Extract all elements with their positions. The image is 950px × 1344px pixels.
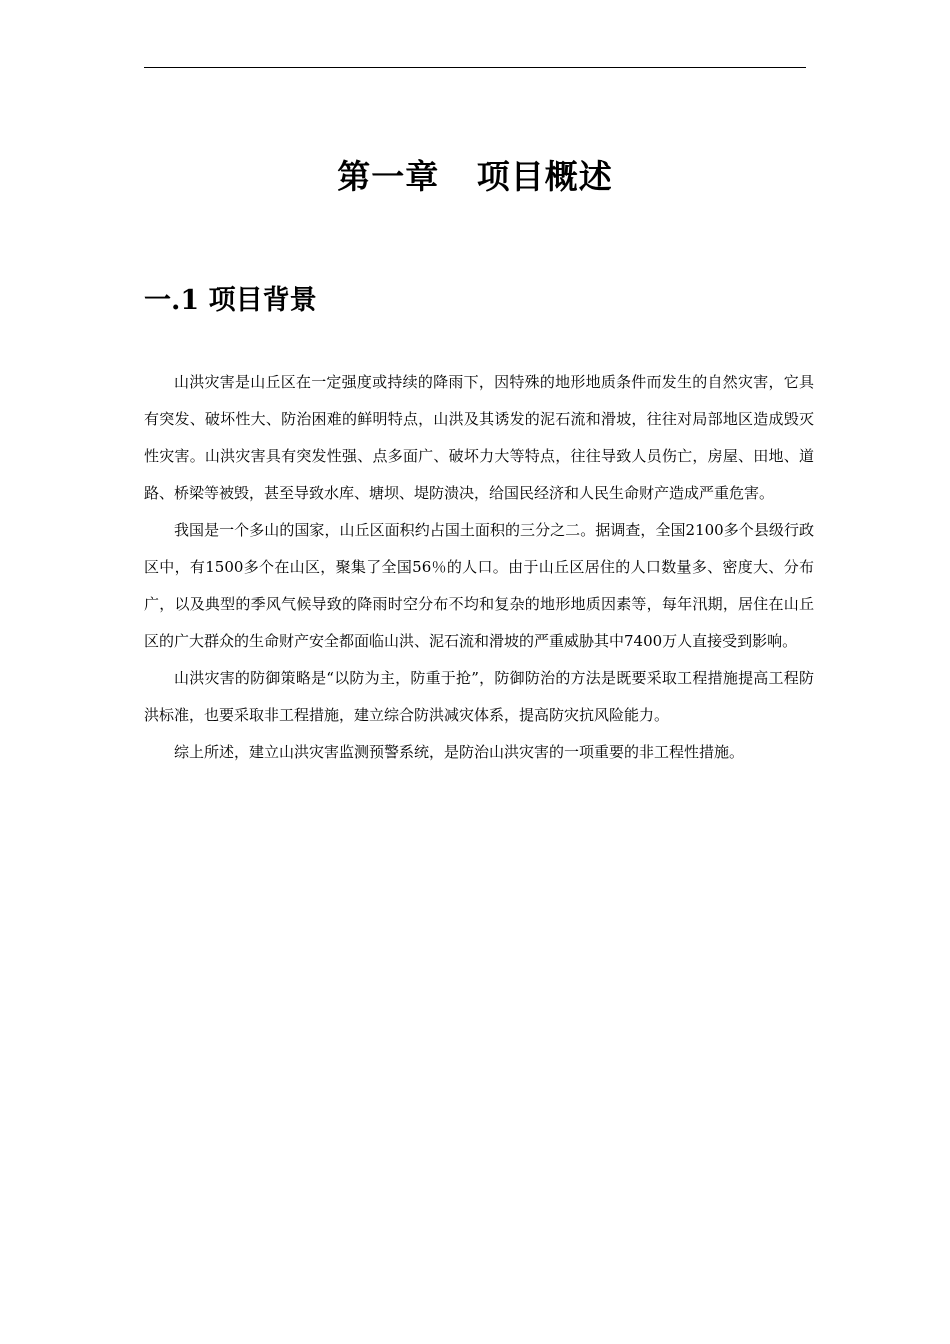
chapter-title: 第一章 项目概述 [337,157,613,196]
paragraph: 我国是一个多山的国家，山丘区面积约占国土面积的三分之二。据调查，全国2100多个县级行政区中，有1500多个在山区，聚集了全国56％的人口。由于山丘区居住的人口数量多、密度大、分布广，以及典型的季风气候导致的降雨时空分布不均和复杂的地形地质因素等，每年汛期，居住在山丘区的广大群众的生命财产安全都面临山洪、泥石流和滑坡的严重威胁其中7400万人直接受到影响。 [144,521,814,650]
paragraph: 山洪灾害的防御策略是“以防为主，防重于抢”，防御防治的方法是既要采取工程措施提高工程防洪标准，也要采取非工程措施，建立综合防洪减灾体系，提高防灾抗风险能力。 [144,669,814,724]
body-text [144,364,814,771]
paragraph: 综上所述，建立山洪灾害监测预警系统，是防治山洪灾害的一项重要的非工程性措施。 [174,743,745,761]
section-title: 一.1 项目背景 [144,285,317,316]
header-rule [144,67,806,68]
paragraph: 山洪灾害是山丘区在一定强度或持续的降雨下，因特殊的地形地质条件而发生的自然灾害，它具有突发、破坏性大、防治困难的鲜明特点，山洪及其诱发的泥石流和滑坡，往往对局部地区造成毁灭性灾害。山洪灾害具有突发性强、点多面广、破坏力大等特点，往往导致人员伤亡，房屋、田地、道路、桥梁等被毁，甚至导致水库、塘坝、堤防溃决，给国民经济和人民生命财产造成严重危害。 [144,373,814,502]
